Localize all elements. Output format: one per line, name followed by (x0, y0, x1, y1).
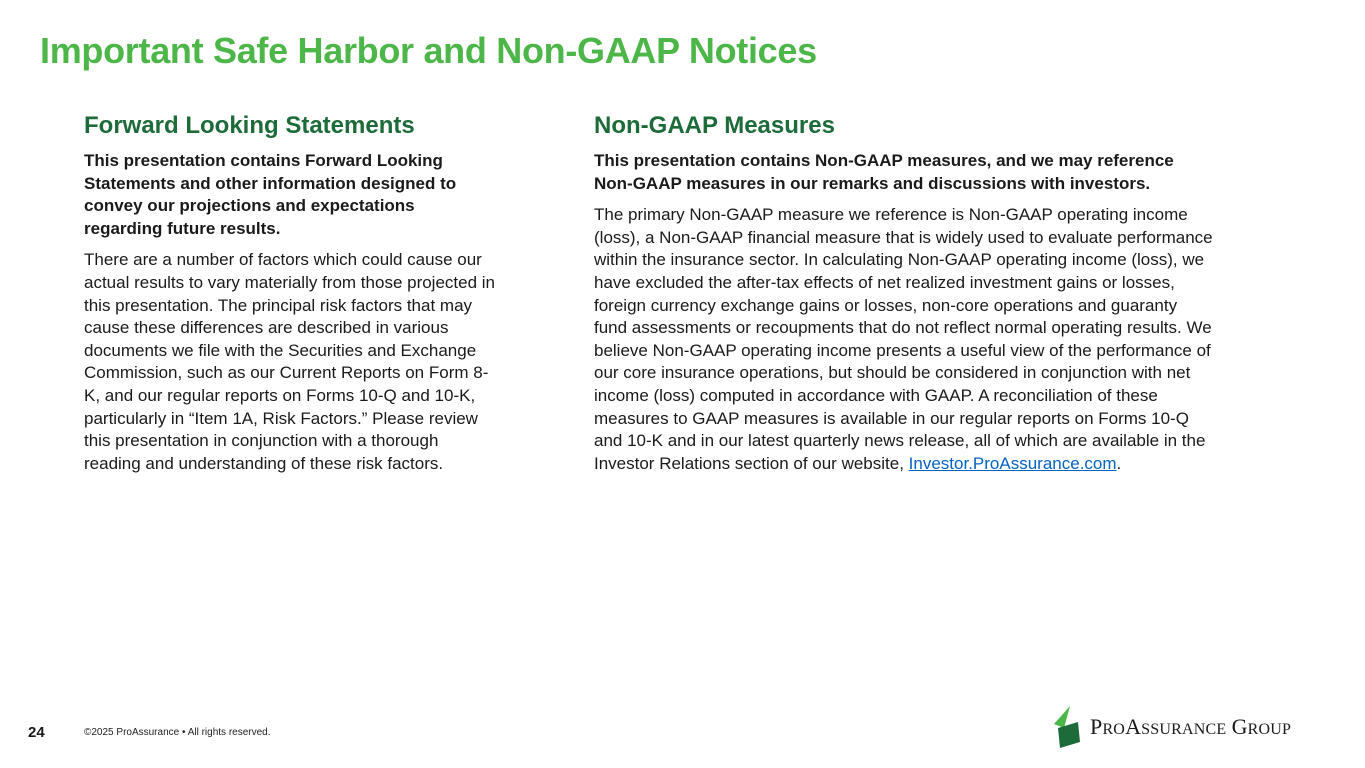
investor-relations-link[interactable]: Investor.ProAssurance.com (908, 453, 1117, 473)
non-gaap-section (594, 110, 1214, 484)
forward-looking-body: There are a number of factors which could cause our actual results to vary materially from those projected in this presentation. The principal risk factors that may cause these differences are described in various documents we file with the Securities and Exchange Commission, such as our Current Reports on Form 8-K, and our regular reports on Forms 10-Q and 10-K, particularly in “Item 1A, Risk Factors.” Please review this presentation in conjunction with a thorough reading and understanding of these risk factors. (84, 250, 496, 473)
forward-looking-heading: Forward Looking Statements (84, 112, 415, 139)
proassurance-logo (1052, 706, 1291, 748)
forward-looking-section (84, 110, 496, 484)
proassurance-leaf-icon (1052, 706, 1082, 748)
page-title: Important Safe Harbor and Non-GAAP Notices (40, 30, 817, 71)
non-gaap-heading: Non-GAAP Measures (594, 112, 835, 139)
non-gaap-body-end: . (1116, 453, 1122, 473)
page-number: 24 (28, 724, 45, 741)
non-gaap-body-paragraph (594, 204, 1214, 475)
non-gaap-body: The primary Non-GAAP measure we reference is Non-GAAP operating income (loss), a Non-GAAP financial measure that is widely used to evaluate performance within the insurance sector. In calculating Non-GAAP operating income (loss), we have excluded the after-tax effects of net realized investment gains or losses, foreign currency exchange gains or losses, non-core operations and guaranty fund assessments or recoupments that do not reflect normal operating results. We believe Non-GAAP operating income presents a useful view of the performance of our core insurance operations, but should be considered in conjunction with net income (loss) computed in accordance with GAAP. A reconciliation of these measures to GAAP measures is available in our regular reports on Forms 10-Q and 10-K and in our latest quarterly news release, all of which are available in the Investor Relations section of our website, (594, 205, 1213, 473)
forward-looking-intro: This presentation contains Forward Looking Statements and other information designed to convey our projections and expectations regarding future results. (84, 151, 457, 238)
logo-wordmark: PROASSURANCE GROUP (1090, 714, 1292, 739)
non-gaap-intro: This presentation contains Non-GAAP measures, and we may reference Non-GAAP measures in our remarks and discussions with investors. (594, 151, 1174, 193)
copyright: ©2025 ProAssurance • All rights reserved. (84, 727, 271, 738)
